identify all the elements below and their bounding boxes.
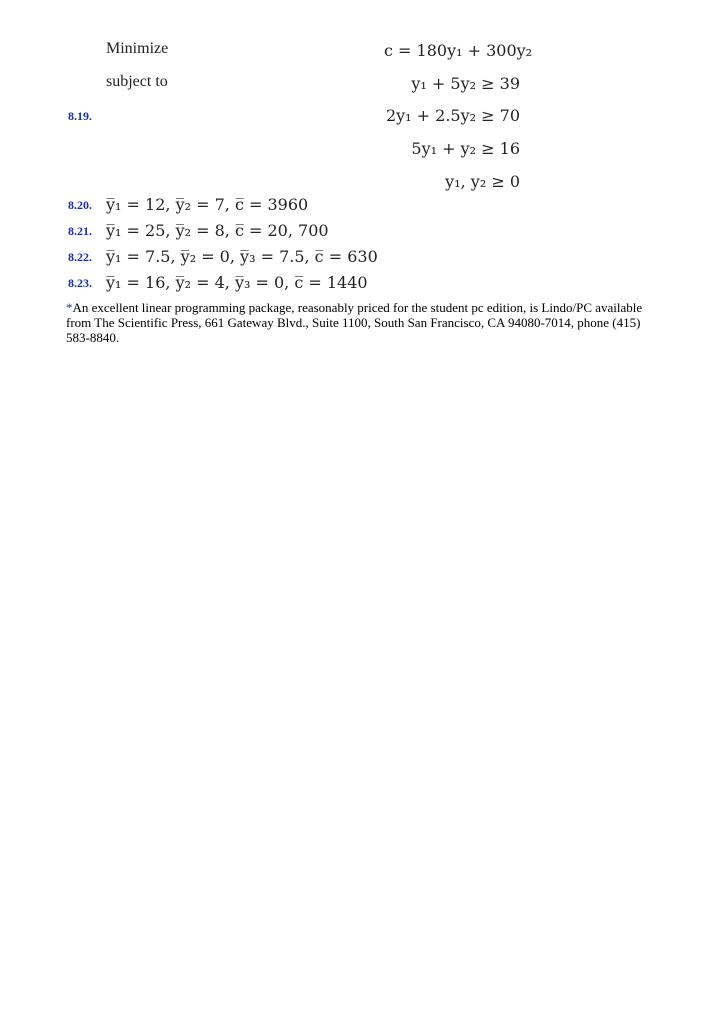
answer-number: 8.23.	[68, 276, 92, 290]
constraint-1: y₁ + 5y₂ ≥ 39	[411, 74, 520, 93]
objective-function: c = 180y₁ + 300y₂	[384, 41, 533, 60]
answer-text: y̅₁ = 12, y̅₂ = 7, c̅ = 3960	[106, 195, 309, 214]
minimize-label: Minimize	[106, 40, 169, 57]
answer-number: 8.20.	[68, 198, 92, 212]
answer-text: y̅₁ = 25, y̅₂ = 8, c̅ = 20, 700	[106, 221, 329, 240]
constraint-3: 5y₁ + y₂ ≥ 16	[411, 139, 520, 158]
answer-number: 8.21.	[68, 224, 92, 238]
footnote-text: An excellent linear programming package, reasonably priced for the student pc edition, is Lindo/PC available from The Scientific Press, 661 Gateway Blvd., Suite 1100, South San Francisco, CA 94080-7014, phone (415) 583-8840.	[66, 300, 643, 345]
answer-text: y̅₁ = 16, y̅₂ = 4, y̅₃ = 0, c̅ = 1440	[106, 273, 368, 292]
constraint-4: y₁, y₂ ≥ 0	[445, 172, 520, 191]
problem-number: 8.19.	[68, 109, 92, 123]
footnote	[66, 300, 666, 345]
constraint-2: 2y₁ + 2.5y₂ ≥ 70	[385, 106, 520, 125]
answer-text: y̅₁ = 7.5, y̅₂ = 0, y̅₃ = 7.5, c̅ = 630	[106, 247, 378, 266]
subject-to-label: subject to	[106, 73, 168, 90]
footnote-star: *	[66, 300, 73, 315]
answer-number: 8.22.	[68, 250, 92, 264]
